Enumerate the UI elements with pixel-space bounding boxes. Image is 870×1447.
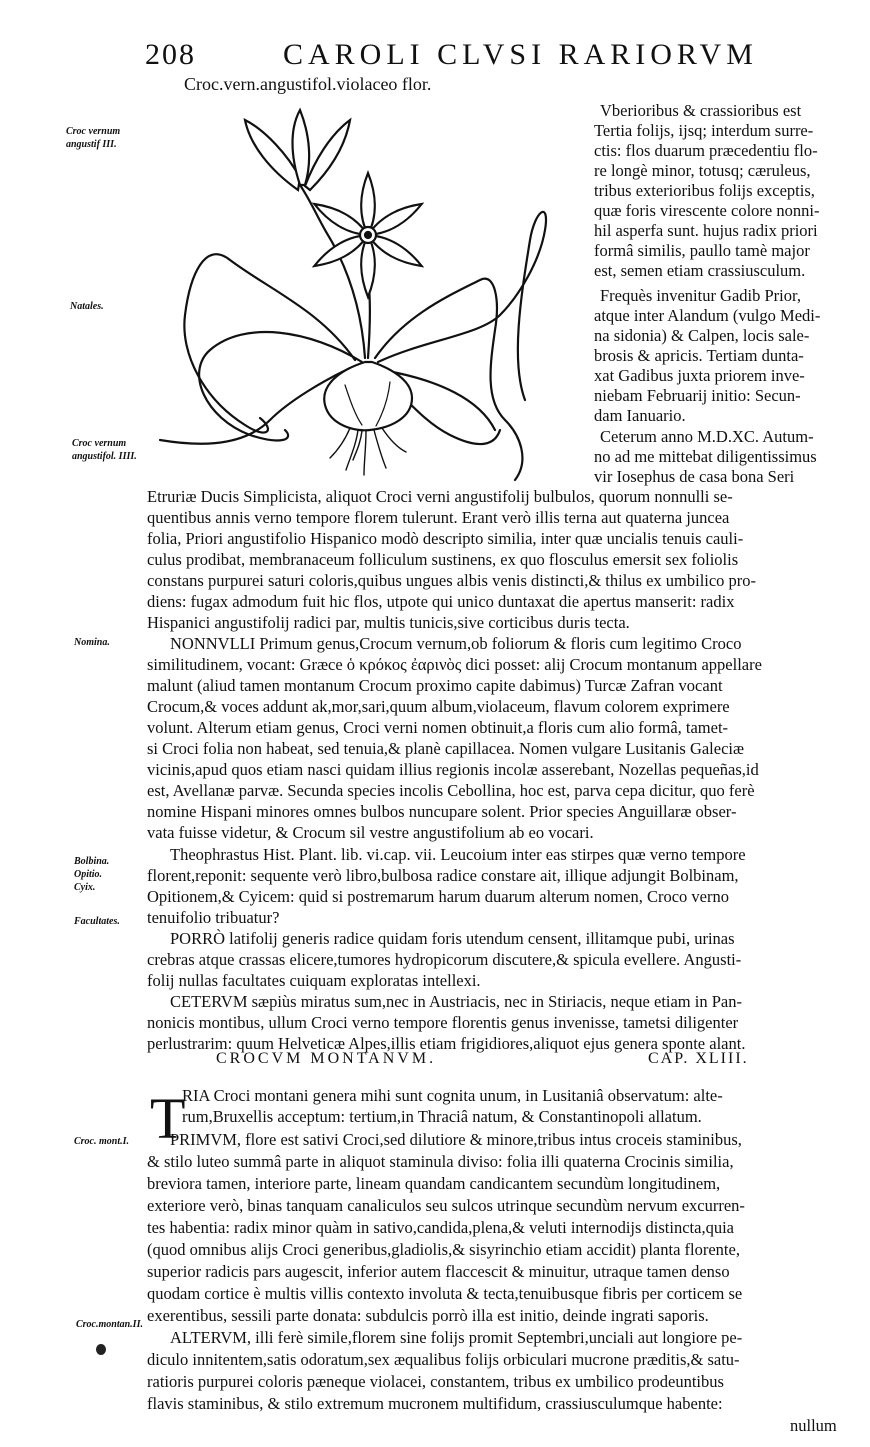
text-line: similitudinem, vocant: Græce ὁ κρόκος ἐαρινὸς dici posset: alij Crocum montanum appellare [147, 655, 762, 674]
margin-note: Nomina. [74, 637, 110, 648]
page-number: 208 [145, 38, 196, 71]
text-line: re longè minor, totusq; cæruleus, [594, 161, 811, 180]
page-header [145, 38, 845, 78]
text-line: superior radicis pars augescit, inferior autem flaccescit & minuitur, utraque tamen denso [147, 1262, 730, 1281]
text-line: Tertia folijs, ijsq; interdum surre- [594, 121, 814, 140]
text-line: exerentibus, sessili parte donata: subdulcis porrò illa est initio, deinde ingrati saporis. [147, 1306, 709, 1325]
text-line: diculo innitentem,satis odoratum,sex æqualibus folijs orbiculari mucrone præditis,& satu- [147, 1350, 740, 1369]
text-line: est, Avellanæ parvæ. Secunda species incolis Cebollina, hoc est, parva cepa dicitur, quo ferè [147, 781, 755, 800]
text-line: volunt. Alterum etiam genus, Croci verni nomen obtinuit,a floris cum alio formâ, tamet- [147, 718, 729, 737]
text-line: nonicis montibus, ullum Croci verno tempore florentis genus invenisse, tametsi diligenter [147, 1013, 739, 1032]
margin-note: Bolbina. [74, 856, 110, 867]
text-line: vata fuisse videtur, & Crocum sil vestre angustifolium ab eo vocari. [147, 823, 594, 842]
text-line: vicinis,apud quos etiam nasci quidam illius regionis incolæ asserebant, Nozellas pequeñas,id [147, 760, 759, 779]
text-line: tenuifolio tribuatur? [147, 908, 280, 927]
text-line: rum,Bruxellis acceptum: tertium,in Thraciâ natum, & Constantinopoli allatum. [182, 1107, 702, 1126]
text-line: flavis staminibus, & stilo extremum mucronem multifidum, crassiusculumque habente: [147, 1394, 723, 1413]
text-line: breviora tamen, interiore parte, lineam quandam candicantem secundùm longitudinem, [147, 1174, 721, 1193]
text-line: quodam cortice è multis villis contexto involuta & tecta,tenuibusque fibris per corticem se [147, 1284, 743, 1303]
margin-note: Croc.montan.II. [76, 1319, 143, 1330]
text-line: malunt (aliud tamen montanum Crocum proximo capite dabimus) Turcæ Zafran vocant [147, 676, 723, 695]
text-line: CETERVM sæpiùs miratus sum,nec in Austriacis, nec in Stiriacis, neque etiam in Pan- [170, 992, 742, 1011]
crocus-woodcut-illustration [150, 100, 590, 495]
drop-capital: T [150, 1086, 186, 1151]
text-line: Crocum,& voces addunt ak,mor,sari,quum album,violaceum, flavum colorem exprimere [147, 697, 730, 716]
text-line: atque inter Alandum (vulgo Medi- [594, 306, 821, 325]
leaf [160, 368, 350, 444]
text-line: hil asperfa sunt. hujus radix priori [594, 221, 818, 240]
text-line: tribus exterioribus folijs exceptis, [594, 181, 815, 200]
ink-blot [96, 1344, 106, 1355]
text-line: quentibus annis verno tempore florem tulerunt. Erant verò illis terna aut quaterna juncea [147, 508, 730, 527]
text-line: folij nullas facultates cuiquam exploratas intellexi. [147, 971, 481, 990]
text-line: si Croci folia non habeat, sed tenuia,& planè capillacea. Nomen vulgare Lusitanis Galeciæ [147, 739, 745, 758]
text-line: tes habentia: radix minor quàm in sativo,candida,plena,& veluti internodijs distincta,quia [147, 1218, 734, 1237]
leaf [378, 212, 546, 400]
flower-petal [361, 235, 375, 297]
text-line: & stilo luteo summâ parte in aliquot staminula diviso: folia illi quaterna Crocinis similia, [147, 1152, 734, 1171]
text-line: ctis: flos duarum præcedentiu flo- [594, 141, 818, 160]
bud-petal [245, 120, 300, 190]
text-line: Hispanici angustifolij radici par, multis tunicis,sive corticibus duris tecta. [147, 613, 630, 632]
margin-note: Opitio. [74, 869, 103, 880]
text-line: Etruriæ Ducis Simplicista, aliquot Croci verni angustifolij bulbulos, quorum nonnulli se- [147, 487, 733, 506]
text-line: RIA Croci montani genera mihi sunt cognita unum, in Lusitaniâ observatum: alte- [182, 1086, 723, 1105]
text-line: ratioris purpurei coloris pæneque violacei, constantem, tribus ex umbilico prodeuntibus [147, 1372, 724, 1391]
text-line: culus prodibat, membranaceum folliculum sustinens, ex quo flosculus emersit sex foliolis [147, 550, 739, 569]
text-line: ALTERVM, illi ferè simile,florem sine folijs promit Septembri,unciali aut longiore pe- [170, 1328, 743, 1347]
section-title: CROCVM MONTANVM. [216, 1050, 437, 1067]
margin-note: Croc vernum angustifol. IIII. [72, 438, 137, 462]
text-line: constans purpurei saturi coloris,quibus ungues albis venis distincti,& thilus ex umbilico pro- [147, 571, 757, 590]
text-line: Opitionem,& Cyicem: quid si postremarum harum duarum alterum nomen, Croco verno [147, 887, 729, 906]
text-line: Ceterum anno M.D.XC. Autum- [600, 427, 814, 446]
text-line: (quod omnibus alijs Croci generibus,gladiolis,& sisyrinchio etiam accidit) planta florente, [147, 1240, 740, 1259]
text-line: dam Ianuario. [594, 406, 686, 425]
margin-note: Croc vernum angustif III. [66, 126, 121, 150]
text-line: NONNVLLI Primum genus,Crocum vernum,ob foliorum & floris cum legitimo Croco [170, 634, 742, 653]
text-line: crebras atque crassas elicere,tumores hydropicorum discutere,& spicula evellere. Angusti- [147, 950, 742, 969]
text-line: no ad me mittebat diligentissimus [594, 447, 817, 466]
text-line: folia, Priori angustifolio Hispanico modò descripto similia, inter quæ uncialis tenuis cauli- [147, 529, 744, 548]
text-line: quæ foris virescente colore nonni- [594, 201, 820, 220]
chapter-number: CAP. XLIII. [648, 1050, 749, 1067]
bud-petal [305, 120, 350, 190]
margin-note: Cyix. [74, 882, 96, 893]
text-line: formâ similis, paullo tamè major [594, 241, 810, 260]
text-line: exteriore verò, binas tanquam canaliculos seu sulcos utrinque secundùm nervum excurren- [147, 1196, 745, 1215]
margin-note: Facultates. [74, 916, 120, 927]
margin-note: Croc. mont.I. [74, 1136, 130, 1147]
text-line: Theophrastus Hist. Plant. lib. vi.cap. vii. Leucoium inter eas stirpes quæ verno tempore [170, 845, 746, 864]
margin-note: Natales. [70, 301, 104, 312]
text-line: niebam Februarij initio: Secun- [594, 386, 801, 405]
text-line: vir Iosephus de casa bona Seri [594, 467, 795, 486]
catchword: nullum [790, 1416, 837, 1435]
text-line: est, semen etiam crassiusculum. [594, 261, 806, 280]
text-line: PORRÒ latifolij generis radice quidam foris utendum censent, illitamque pubi, urinas [170, 929, 735, 948]
text-line: perlustrarim: quum Helveticæ Alpes,illis etiam frigidiores,aliquot ejus genera sponte alant. [147, 1034, 746, 1053]
text-line: nomine Hispani minores omnes bulbos nuncupare solent. Prior species Anguillaræ obser- [147, 802, 737, 821]
running-title: CAROLI CLVSI RARIORVM [283, 38, 758, 71]
text-line: brosis & apricis. Tertiam dunta- [594, 346, 804, 365]
text-line: florent,reponit: sequente verò libro,bulbosa radice constare ait, illique adjungit Bolbinam, [147, 866, 739, 885]
text-line: PRIMVM, flore est sativi Croci,sed dilutiore & minore,tribus intus croceis staminibus, [170, 1130, 742, 1149]
text-line: na sidonia) & Calpen, locis sale- [594, 326, 810, 345]
text-line: diens: fugax admodum fuit hic flos, utpote qui unico duntaxat die apertus manserit: radix [147, 592, 735, 611]
text-line: xat Gadibus juxta priorem inve- [594, 366, 805, 385]
figure-caption: Croc.vern.angustifol.violaceo flor. [184, 74, 432, 94]
flower-petal [361, 173, 375, 235]
text-line: Vberioribus & crassioribus est [600, 101, 802, 120]
text-line: Frequès invenitur Gadib Prior, [600, 286, 801, 305]
bulb-roots [330, 428, 406, 475]
